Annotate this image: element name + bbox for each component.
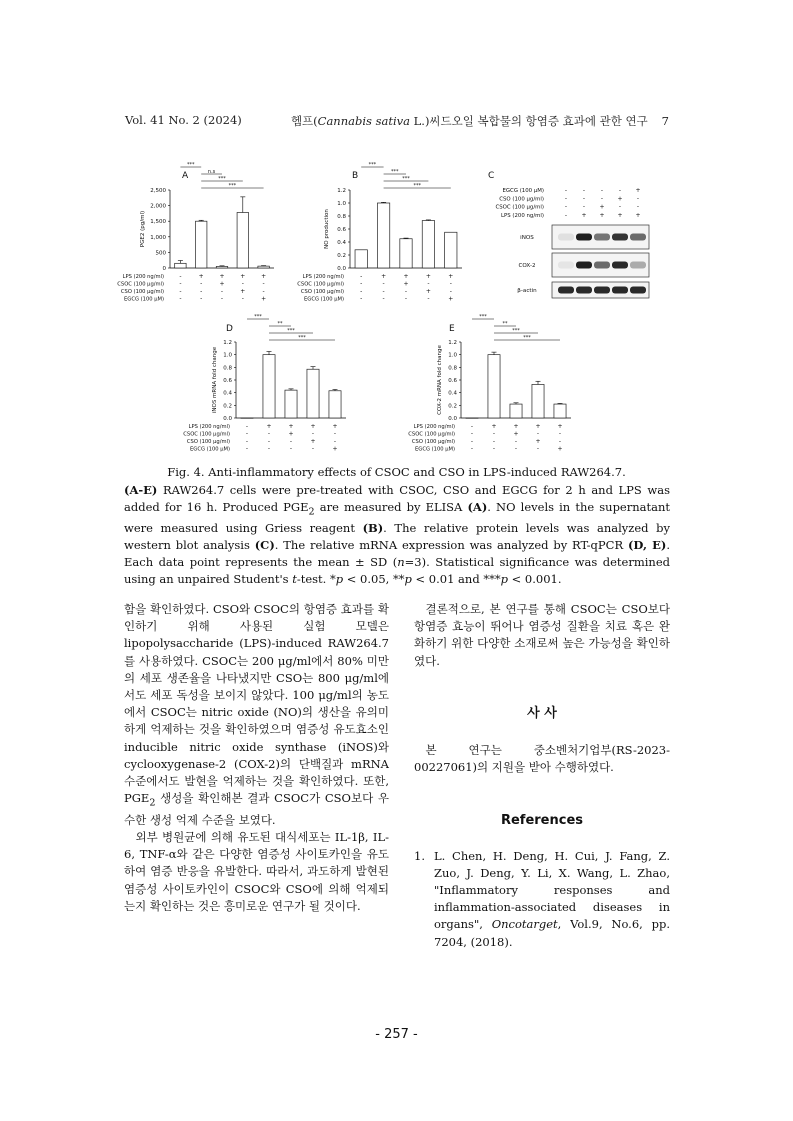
y-tick-label: 500: [155, 250, 166, 257]
treatment-sign: -: [492, 438, 496, 445]
panel-label: E: [449, 324, 455, 334]
treatment-sign: -: [600, 195, 604, 203]
treatment-sign: -: [582, 203, 586, 211]
running-header-title: [291, 113, 669, 129]
references-heading: References: [500, 813, 584, 829]
caption-text: are measured by ELISA: [314, 500, 468, 514]
chart-panel-b: [297, 161, 487, 320]
treatment-label: CSO (100 μg/ml): [186, 439, 230, 445]
caption-text: < 0.001.: [507, 572, 562, 587]
y-tick-label: 0.8: [448, 365, 457, 372]
treatment-label: CSOC (100 μg/ml): [495, 204, 544, 211]
y-tick-label: 1.2: [223, 340, 232, 346]
treatment-sign: +: [403, 280, 409, 288]
bar: [263, 355, 275, 418]
y-axis-label: NO production: [324, 209, 330, 249]
y-axis-label: COX-2 mRNA fold change: [437, 345, 443, 415]
treatment-label: EGCG (100 μM): [304, 296, 344, 303]
y-tick-label: 1,500: [150, 219, 166, 226]
significance-label: **: [502, 320, 508, 327]
treatment-sign: -: [449, 280, 452, 288]
caption-ref-ae: (A-E): [124, 483, 158, 497]
right-column: [414, 601, 670, 951]
western-blot-svg: [482, 170, 672, 305]
treatment-sign: -: [536, 445, 540, 453]
treatment-label: LPS (200 ng/ml): [302, 274, 344, 280]
caption-italic: p: [500, 572, 508, 587]
treatment-sign: +: [288, 423, 294, 430]
body-paragraph: [124, 601, 389, 829]
reference-item: [414, 848, 670, 951]
body-text: 생성을 확인해본 결과 CSOC가 CSO보다 우수한 생성 억제 수준을 보였다.: [124, 791, 389, 827]
treatment-sign: +: [381, 273, 387, 280]
treatment-sign: -: [382, 288, 385, 295]
blot-band: [612, 287, 628, 294]
treatment-sign: -: [179, 288, 182, 295]
treatment-label: LPS (200 ng/ml): [122, 274, 164, 280]
treatment-sign: -: [582, 187, 586, 194]
treatment-sign: +: [599, 211, 605, 219]
treatment-sign: -: [470, 445, 474, 453]
bar: [175, 263, 186, 268]
treatment-label: EGCG (100 μM): [502, 188, 544, 194]
treatment-sign: -: [564, 195, 568, 203]
treatment-label: CSO (100 μg/ml): [411, 439, 455, 445]
treatment-sign: -: [262, 280, 265, 288]
body-sub: 2: [149, 797, 156, 809]
panel-label: A: [182, 171, 189, 181]
significance-label: ***: [413, 182, 421, 189]
bar: [510, 404, 522, 418]
reference-journal: Oncotarget: [491, 917, 558, 932]
bar: [400, 239, 412, 268]
treatment-sign: -: [311, 430, 315, 438]
treatment-label: CSO (100 μg/ml): [300, 289, 344, 295]
treatment-sign: -: [245, 430, 249, 438]
treatment-sign: +: [491, 423, 497, 430]
treatment-sign: +: [219, 273, 225, 280]
treatment-sign: -: [636, 195, 640, 203]
treatment-sign: -: [220, 288, 224, 295]
treatment-sign: -: [470, 430, 474, 438]
treatment-sign: -: [245, 438, 249, 445]
treatment-sign: -: [360, 280, 363, 288]
y-tick-label: 0.0: [448, 416, 457, 422]
chart-panel-d: [180, 313, 370, 464]
chart-panel-a: [117, 161, 314, 320]
y-tick-label: 0.0: [337, 266, 346, 272]
treatment-sign: -: [558, 438, 562, 445]
body-paragraph: 외부 병원균에 의해 유도된 대식세포는 IL-1β, IL-6, TNF-α와 같은 다양한 염증성 사이토카인을 유도하여 염증 반응을 유발한다. 따라서, 과도하게 발현된 염증성 사이토카인이 CSOC와 CSO에 의해 억제되는지 확인하는 것은 흥미로운 연구가 될 것이다.: [124, 829, 389, 913]
treatment-sign: +: [310, 423, 316, 430]
caption-sub: 2: [308, 506, 315, 518]
y-tick-label: 1.2: [337, 188, 346, 194]
y-tick-label: 0.8: [223, 365, 232, 372]
treatment-sign: -: [333, 430, 337, 438]
bar: [377, 203, 389, 268]
conclusion-paragraph: 결론적으로, 본 연구를 통해 CSOC는 CSO보다 항염증 효능이 뛰어나 염증성 질환을 치료 혹은 완화하기 위한 다양한 소재로써 높은 가능성을 확인하였다.: [414, 602, 670, 668]
bar: [216, 266, 227, 268]
bar: [488, 355, 500, 418]
treatment-sign: -: [333, 438, 337, 445]
blot-band: [612, 262, 628, 269]
blot-band: [630, 234, 646, 241]
treatment-sign: +: [198, 273, 204, 280]
treatment-sign: +: [425, 288, 431, 295]
treatment-sign: -: [404, 288, 408, 295]
bar: [195, 221, 206, 268]
treatment-sign: -: [262, 288, 265, 295]
treatment-sign: +: [240, 288, 246, 295]
caption-ref-a: (A): [467, 500, 488, 514]
blot-band: [630, 287, 646, 294]
significance-label: ***: [368, 161, 377, 168]
treatment-sign: -: [636, 203, 640, 211]
running-header-volume: Vol. 41 No. 2 (2024): [125, 113, 242, 127]
treatment-sign: -: [311, 445, 315, 453]
blot-band: [594, 262, 610, 269]
blot-band: [558, 262, 574, 269]
caption-ref-c: (C): [254, 538, 275, 553]
treatment-sign: -: [564, 187, 568, 194]
treatment-label: CSOC (100 μg/ml): [183, 431, 230, 438]
bar: [554, 404, 566, 418]
treatment-sign: -: [245, 423, 249, 430]
acknowledgement-heading: 사 사: [527, 705, 557, 721]
treatment-sign: -: [241, 295, 244, 303]
chart-a-svg: [117, 161, 314, 320]
y-tick-label: 0.6: [448, 378, 457, 384]
treatment-sign: +: [403, 273, 409, 280]
y-tick-label: 1.0: [448, 352, 457, 359]
caption-text: . The relative mRNA expression was analyzed by RT-qPCR: [274, 538, 628, 553]
significance-label: ***: [512, 327, 520, 334]
bar: [307, 369, 319, 418]
treatment-label: LPS (200 ng/ml): [413, 424, 455, 430]
treatment-sign: -: [179, 295, 182, 303]
treatment-sign: -: [179, 273, 182, 280]
treatment-label: LPS (200 ng/ml): [188, 424, 230, 430]
y-tick-label: 0.4: [448, 390, 457, 397]
blot-band: [558, 287, 574, 294]
figure-caption-body: [124, 482, 670, 588]
y-tick-label: 0.2: [223, 403, 232, 410]
bar: [532, 384, 544, 418]
y-tick-label: 2,000: [150, 203, 166, 210]
acknowledgement-text: 본 연구는 중소벤처기업부(RS-2023-00227061)의 지원을 받아 수행하였다.: [414, 743, 670, 775]
bar: [422, 221, 434, 268]
caption-italic: p: [404, 572, 412, 587]
treatment-sign: -: [600, 187, 604, 194]
blot-label: β-actin: [517, 288, 537, 294]
panel-label: B: [352, 171, 359, 181]
treatment-label: CSO (100 μg/ml): [499, 196, 544, 203]
treatment-sign: +: [448, 295, 454, 303]
treatment-sign: -: [618, 187, 622, 194]
caption-text: < 0.01 and ***: [411, 572, 501, 587]
blot-band: [576, 262, 592, 269]
treatment-sign: -: [360, 273, 363, 280]
treatment-sign: +: [261, 273, 267, 280]
y-axis-label: PGE2 (pg/ml): [140, 210, 146, 248]
treatment-sign: +: [581, 211, 587, 219]
treatment-sign: -: [618, 203, 622, 211]
page-footer-number: - 257 -: [375, 1027, 418, 1042]
treatment-label: CSOC (100 μg/ml): [408, 431, 455, 438]
treatment-label: CSOC (100 μg/ml): [117, 281, 164, 288]
y-tick-label: 0.2: [448, 403, 457, 410]
significance-label: ***: [218, 175, 226, 182]
y-tick-label: 0.6: [223, 378, 232, 384]
bar: [258, 266, 269, 268]
significance-label: ***: [287, 327, 295, 334]
y-tick-label: 1.0: [337, 201, 346, 207]
caption-italic: t: [292, 572, 297, 587]
y-tick-label: 0.4: [337, 240, 346, 246]
treatment-sign: +: [240, 273, 246, 280]
chart-e-svg: [405, 313, 595, 464]
y-tick-label: 0.2: [337, 253, 346, 259]
bar: [445, 232, 457, 268]
treatment-label: CSO (100 μg/ml): [120, 289, 164, 295]
western-blot-panel: [482, 170, 672, 305]
significance-label: ***: [402, 175, 410, 182]
y-tick-label: 1.0: [223, 352, 232, 359]
treatment-label: EGCG (100 μM): [124, 296, 164, 303]
caption-italic: n: [397, 555, 405, 570]
treatment-sign: -: [536, 430, 540, 438]
treatment-sign: +: [557, 445, 563, 453]
treatment-sign: +: [535, 438, 541, 445]
chart-d-svg: [180, 313, 370, 464]
treatment-sign: +: [635, 211, 641, 219]
y-tick-label: 1,000: [150, 234, 166, 241]
panel-label: C: [488, 171, 495, 181]
caption-text: . The relative protein levels was analyzed by western blot analysis: [124, 521, 670, 553]
treatment-sign: -: [427, 295, 430, 303]
bar: [355, 250, 367, 268]
caption-text: . Each data point represents the mean ± SD (: [124, 538, 670, 570]
treatment-sign: -: [267, 445, 271, 453]
treatment-sign: -: [404, 295, 408, 303]
y-tick-label: 0: [162, 266, 166, 272]
treatment-label: EGCG (100 μM): [415, 446, 455, 453]
treatment-sign: -: [360, 288, 363, 295]
treatment-sign: -: [582, 195, 586, 203]
treatment-sign: +: [535, 423, 541, 430]
y-axis-label: iNOS mRNA fold change: [212, 346, 218, 414]
blot-band: [594, 287, 610, 294]
chart-b-svg: [297, 161, 487, 320]
treatment-sign: -: [200, 288, 203, 295]
treatment-sign: -: [267, 438, 271, 445]
bar: [329, 391, 341, 418]
treatment-sign: +: [635, 187, 641, 194]
treatment-sign: +: [261, 295, 267, 303]
y-tick-label: 0.4: [223, 390, 232, 397]
caption-italic: p: [335, 572, 344, 587]
significance-label: ***: [391, 168, 399, 175]
body-text: 함을 확인하였다. CSO와 CSOC의 항염증 효과를 확인하기 위해 사용된 실험 모델은 lipopolysaccharide (LPS)-induced RAW264.7를 사용하였다. CSOC는 200 μg/ml에서 80% 미만의 세포 생존율을 나타냈지만 CSO는 800 μg/ml에서도 세포 독성을 보이지 않았다. 100 μg/ml의 농도에서 CSOC는 nitric oxide (NO)의 생산을 유의미하게 억제하는 것을 확인하였으며 염증성 유도효소인 inducible nitric oxide synthase (iNOS)와 cyclooxygenase-2 (COX-2)의 단백질과 mRNA 수준에서도 발현을 억제하는 것을 확인하였다. 또한, PGE: [124, 602, 389, 806]
treatment-sign: -: [514, 445, 518, 453]
blot-band: [576, 234, 592, 241]
blot-label: COX-2: [518, 263, 536, 269]
treatment-sign: -: [382, 280, 385, 288]
treatment-sign: -: [492, 430, 496, 438]
reference-authors: L. Chen, H. Deng, H. Cui, J. Fang, Z. Zuo, J. Deng, Y. Li, X. Wang, L. Zhao, "Inflammatory responses and inflammation-associated diseases in organs",: [434, 848, 670, 932]
significance-label: **: [277, 320, 283, 327]
treatment-sign: -: [470, 423, 474, 430]
header-title-suffix: L.)씨드오일 복합물의 항염증 효과에 관한 연구: [410, 114, 648, 128]
treatment-label: LPS (200 ng/ml): [500, 212, 544, 219]
blot-band: [558, 234, 574, 241]
significance-label: ***: [254, 313, 262, 320]
treatment-sign: -: [179, 280, 182, 288]
chart-panel-e: [405, 313, 595, 464]
significance-label: ***: [187, 161, 195, 168]
caption-text: < 0.05, **: [343, 572, 405, 587]
treatment-sign: -: [241, 280, 244, 288]
header-title-prefix: 헴프(: [290, 114, 318, 128]
panel-label: D: [226, 324, 233, 334]
treatment-sign: +: [310, 438, 316, 445]
treatment-sign: -: [558, 430, 562, 438]
treatment-sign: -: [514, 438, 518, 445]
treatment-sign: +: [557, 423, 563, 430]
treatment-sign: -: [470, 438, 474, 445]
caption-ref-de: (D, E): [627, 538, 667, 553]
treatment-sign: -: [200, 280, 203, 288]
blot-band: [612, 234, 628, 241]
reference-text: [434, 848, 670, 951]
significance-label: ***: [228, 182, 237, 189]
treatment-sign: +: [513, 423, 519, 430]
treatment-sign: -: [360, 295, 363, 303]
significance-label: ***: [298, 334, 306, 341]
treatment-sign: -: [245, 445, 249, 453]
caption-text: RAW264.7 cells were pre-treated with CSOC, CSO and EGCG for 2 h and LPS was added for 16 h. Produced PGE: [124, 483, 670, 514]
treatment-sign: -: [492, 445, 496, 453]
treatment-sign: +: [513, 430, 519, 438]
figure-caption-title: Fig. 4. Anti-inflammatory effects of CSOC and CSO in LPS-induced RAW264.7.: [167, 465, 626, 479]
treatment-sign: +: [448, 273, 454, 280]
treatment-sign: -: [200, 295, 203, 303]
y-tick-label: 0.0: [223, 416, 232, 422]
treatment-sign: -: [267, 430, 271, 438]
treatment-sign: -: [382, 295, 385, 303]
caption-text: . NO levels in the supernatant were measured using Griess reagent: [124, 500, 671, 536]
blot-band: [630, 262, 646, 269]
treatment-sign: +: [219, 280, 225, 288]
blot-band: [576, 287, 592, 294]
left-column: [124, 601, 389, 915]
treatment-sign: -: [449, 288, 452, 295]
significance-label: ***: [523, 334, 531, 341]
treatment-sign: +: [288, 430, 294, 438]
treatment-sign: +: [599, 203, 605, 211]
treatment-sign: +: [617, 211, 623, 219]
y-tick-label: 0.6: [337, 227, 346, 233]
y-tick-label: 1.2: [448, 340, 457, 346]
bar: [285, 390, 297, 418]
blot-band: [594, 234, 610, 241]
caption-ref-b: (B): [362, 521, 384, 536]
treatment-sign: -: [289, 438, 293, 445]
treatment-label: EGCG (100 μM): [190, 446, 230, 453]
blot-label: iNOS: [520, 235, 534, 241]
caption-text: =3). Statistical significance was determined using an unpaired Student's: [124, 555, 670, 587]
treatment-sign: +: [425, 273, 431, 280]
treatment-sign: +: [266, 423, 272, 430]
treatment-sign: -: [564, 203, 568, 211]
y-tick-label: 0.8: [337, 214, 346, 220]
caption-text: -test. *: [296, 572, 336, 587]
treatment-sign: -: [427, 280, 430, 288]
significance-label: ***: [479, 313, 487, 320]
reference-number: 1.: [414, 848, 425, 863]
treatment-label: CSOC (100 μg/ml): [297, 281, 344, 288]
treatment-sign: -: [220, 295, 224, 303]
header-title-species: Cannabis sativa: [317, 114, 410, 128]
treatment-sign: +: [332, 423, 338, 430]
treatment-sign: -: [289, 445, 293, 453]
treatment-sign: -: [564, 211, 568, 219]
treatment-sign: +: [617, 195, 623, 203]
reference-details: , Vol.9, No.6, pp. 7204, (2018).: [434, 917, 670, 949]
bar: [237, 212, 248, 268]
treatment-sign: +: [332, 445, 338, 453]
header-page-number: 7: [661, 114, 669, 128]
y-tick-label: 2,500: [150, 188, 166, 194]
significance-label: n.s: [207, 168, 216, 175]
